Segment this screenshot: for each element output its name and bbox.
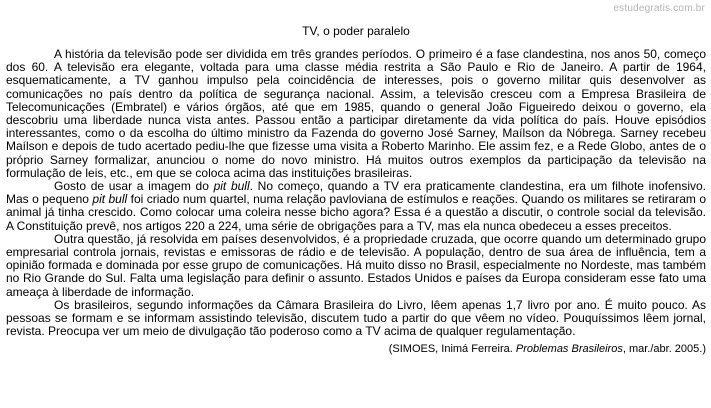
page-title: TV, o poder paralelo <box>302 24 410 38</box>
paragraph-3: Outra questão, já resolvida em países desenvolvidos, é a propriedade cruzada, que ocorre quando um determinado grupo empresarial controla jornais, revistas e emissoras de rádio e de televisão. A população, dentro de sua área de influência, tem a opinião formada e dominada por esse grupo de comunicações. Há muito disso no Brasil, especialmente no Nordeste, mas também no Rio Grande do Sul. Falta uma legislação para definir o assunto. Estados Unidos e países da Europa consideram esse fato uma ameaça à liberdade de informação. <box>6 231 706 299</box>
source-date: , mar./abr. 2005.) <box>622 343 706 356</box>
source-citation <box>6 343 706 356</box>
paragraph-2 <box>6 180 706 233</box>
paragraph-2-italic-a: pit bull <box>213 179 250 194</box>
paragraph-2-text-b: . No começo, quando a TV era praticamente clandestina, era um filhote inofensivo. Mas o pequeno <box>6 179 707 207</box>
source-author: (SIMOES, Inimá Ferreira. <box>388 343 516 356</box>
paragraph-2-text-a: Gosto de usar a imagem do <box>54 179 214 194</box>
paragraph-2-text-c: foi criado num quartel, numa relação pavloviana de estímulos e reações. Quando os militares se retiraram o animal já tinha crescido. Como colocar uma coleira nesse bicho agora? Essa é a questão a discutir, o controle social da televisão. A Constituição prevê, nos artigos 220 a 224, uma série de obrigações para a TV, mas ela nunca obedeceu a esses preceitos. <box>6 192 706 233</box>
paragraph-2-italic-b: pit bull <box>92 192 128 207</box>
source-work-title: Problemas Brasileiros <box>515 343 623 356</box>
paragraph-4: Os brasileiros, segundo informações da Câmara Brasileira do Livro, lêem apenas 1,7 livro por ano. É muito pouco. As pessoas se formam e se informam assistindo televisão, discutem tudo a partir do que vêem no vídeo. Pouquíssimos lêem jornal, revista. Preocupa ver um meio de divulgação tão poderoso como a TV acima de qualquer regulamentação. <box>6 297 706 339</box>
paragraph-1: A história da televisão pode ser dividida em três grandes períodos. O primeiro é a fase clandestina, nos anos 50, começo dos 60. A televisão era elegante, voltada para uma classe média restrita a São Paulo e Rio de Janeiro. A partir de 1964, esquematicamente, a TV ganhou impulso pela coincidência de interesses, pois o governo militar quis desenvolver as comunicações no país dentro da política de segurança nacional. Assim, a televisão cresceu com a Empresa Brasileira de Telecomunicações (Embratel) e vários órgãos, até que em 1985, quando o general João Figueiredo deixou o governo, ela descobriu uma liberdade nunca vista antes. Passou então a participar diretamente da vida política do país. Houve episódios interessantes, como o da escolha do último ministro da Fazenda do governo José Sarney, Maílson da Nóbrega. Sarney recebeu Maílson e depois de tudo acertado pediu-lhe que fizesse uma visita a Roberto Marinho. Ele assim fez, e a Rede Globo, antes de o próprio Sarney formalizar, anunciou o nome do novo ministro. Há muitos outros exemplos da participação da televisão na formulação de leis, etc., em que se coloca acima das instituições brasileiras. <box>6 47 706 180</box>
document <box>6 24 706 356</box>
site-watermark: estudegratis.com.br <box>613 3 705 14</box>
